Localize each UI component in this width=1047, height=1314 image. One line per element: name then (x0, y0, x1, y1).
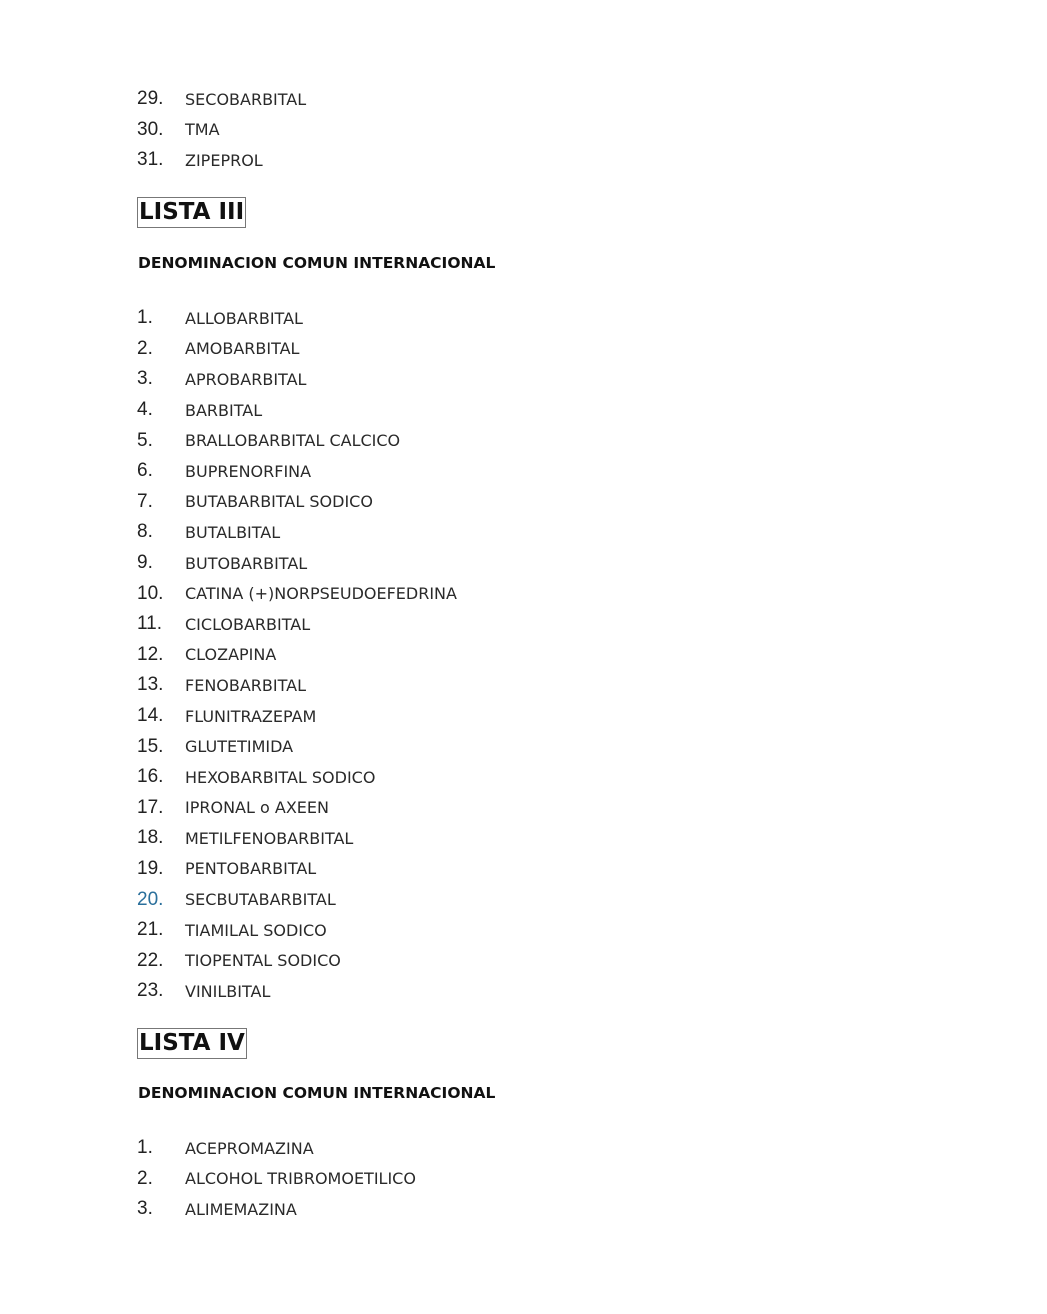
list-item (137, 640, 457, 671)
item-number: 19. (137, 857, 164, 879)
item-number: 6. (137, 460, 153, 482)
list-item (137, 823, 457, 854)
item-number: 1. (137, 307, 153, 329)
list-item (137, 976, 457, 1007)
list-item (137, 425, 457, 456)
item-name: ACEPROMAZINA (185, 1138, 314, 1158)
item-number: 2. (137, 1167, 153, 1189)
list-item (137, 731, 457, 762)
item-number[interactable]: 20. (137, 888, 164, 910)
item-number: 4. (137, 399, 153, 421)
item-name: TIAMILAL SODICO (185, 920, 327, 940)
item-name: FLUNITRAZEPAM (185, 706, 317, 726)
item-number: 7. (137, 490, 153, 512)
lista-iv-items (137, 1133, 416, 1225)
item-number: 14. (137, 705, 164, 727)
item-number: 8. (137, 521, 153, 543)
list-item (137, 115, 306, 146)
list-item (137, 456, 457, 487)
item-name: GLUTETIMIDA (185, 737, 294, 757)
item-name: SECOBARBITAL (185, 89, 307, 109)
item-number: 1. (137, 1137, 153, 1159)
list-item (137, 395, 457, 426)
lista-iv-heading: LISTA IV (137, 1028, 247, 1059)
item-name: PENTOBARBITAL (185, 859, 317, 879)
item-number: 18. (137, 827, 164, 849)
list-item (137, 548, 457, 579)
item-number: 9. (137, 552, 153, 574)
item-name: VINILBITAL (185, 981, 271, 1001)
item-name: IPRONAL o AXEEN (185, 798, 329, 818)
item-name: HEXOBARBITAL SODICO (185, 767, 376, 787)
item-name: BUTOBARBITAL (185, 553, 308, 573)
list-item (137, 517, 457, 548)
item-number: 15. (137, 735, 164, 757)
item-name: CLOZAPINA (185, 645, 277, 665)
item-number: 31. (137, 149, 164, 171)
item-name: BUPRENORFINA (185, 461, 312, 481)
item-number: 3. (137, 1198, 153, 1220)
list-item (137, 1194, 416, 1225)
item-number: 21. (137, 919, 164, 941)
item-number: 16. (137, 766, 164, 788)
list-item (137, 670, 457, 701)
item-name: BARBITAL (185, 400, 263, 420)
item-name: ALIMEMAZINA (185, 1199, 297, 1219)
item-name: ZIPEPROL (185, 150, 263, 170)
list-item (137, 334, 457, 365)
item-name: SECBUTABARBITAL (185, 890, 336, 910)
list-item (137, 84, 306, 115)
list-item (137, 701, 457, 732)
item-name: METILFENOBARBITAL (185, 828, 354, 848)
item-number: 12. (137, 643, 164, 665)
list-item (137, 145, 306, 176)
item-number: 2. (137, 337, 153, 359)
item-number: 22. (137, 949, 164, 971)
item-name: TMA (185, 120, 220, 140)
item-name: BUTABARBITAL SODICO (185, 492, 373, 512)
list-item (137, 762, 457, 793)
item-number: 17. (137, 796, 164, 818)
lista-iii-heading: LISTA III (137, 197, 246, 228)
item-name: BUTALBITAL (185, 522, 281, 542)
item-number: 29. (137, 88, 164, 110)
list-item (137, 884, 457, 915)
item-name: APROBARBITAL (185, 369, 307, 389)
item-name: ALCOHOL TRIBROMOETILICO (185, 1169, 416, 1189)
list-item (137, 609, 457, 640)
item-number: 23. (137, 980, 164, 1002)
list-item (137, 578, 457, 609)
list-item (137, 915, 457, 946)
item-number: 13. (137, 674, 164, 696)
list-ii-continuation (137, 84, 306, 176)
lista-iv-subtitle: DENOMINACION COMUN INTERNACIONAL (138, 1084, 496, 1102)
list-item (137, 1133, 416, 1164)
item-number: 11. (137, 613, 163, 635)
list-item (137, 945, 457, 976)
item-number: 5. (137, 429, 153, 451)
list-item (137, 1164, 416, 1195)
lista-iii-subtitle: DENOMINACION COMUN INTERNACIONAL (138, 254, 496, 272)
item-name: FENOBARBITAL (185, 675, 306, 695)
item-number: 10. (137, 582, 164, 604)
list-item (137, 487, 457, 518)
item-name: BRALLOBARBITAL CALCICO (185, 431, 401, 451)
item-number: 3. (137, 368, 153, 390)
item-name: CATINA (+)NORPSEUDOEFEDRINA (185, 584, 457, 604)
item-name: CICLOBARBITAL (185, 614, 311, 634)
list-item (137, 793, 457, 824)
list-item (137, 303, 457, 334)
item-name: TIOPENTAL SODICO (185, 951, 341, 971)
item-number: 30. (137, 118, 164, 140)
list-item (137, 364, 457, 395)
list-item (137, 854, 457, 885)
lista-iii-items (137, 303, 457, 1007)
item-name: AMOBARBITAL (185, 339, 300, 359)
item-name: ALLOBARBITAL (185, 308, 303, 328)
